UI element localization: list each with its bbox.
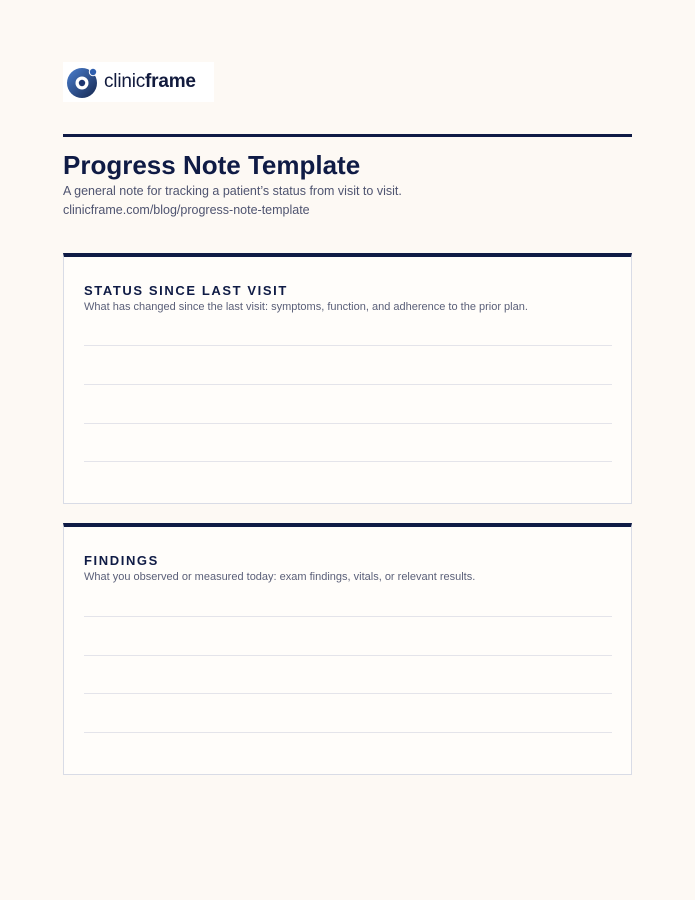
section-description: What has changed since the last visit: symptoms, function, and adherence to the prior plan. (84, 301, 528, 313)
writing-line[interactable] (84, 732, 612, 733)
logo-wordmark-light: clinic (104, 71, 146, 92)
header-divider (63, 134, 632, 137)
findings-section (63, 523, 632, 775)
writing-line[interactable] (84, 693, 612, 694)
writing-line[interactable] (84, 616, 612, 617)
logo-wordmark-bold: frame (145, 71, 196, 92)
writing-line[interactable] (84, 655, 612, 656)
page-title: Progress Note Template (63, 150, 361, 180)
writing-line[interactable] (84, 384, 612, 385)
logo-wordmark (104, 71, 196, 93)
section-description: What you observed or measured today: exam findings, vitals, or relevant results. (84, 571, 476, 583)
section-heading: FINDINGS (84, 553, 159, 568)
page-subtitle: A general note for tracking a patient’s status from visit to visit. (63, 184, 402, 198)
writing-line[interactable] (84, 345, 612, 346)
writing-line[interactable] (84, 423, 612, 424)
source-url: clinicframe.com/blog/progress-note-template (63, 203, 310, 217)
clinicframe-logo (63, 62, 214, 102)
clinicframe-logo-icon (66, 65, 100, 99)
writing-line[interactable] (84, 461, 612, 462)
section-heading: STATUS SINCE LAST VISIT (84, 283, 288, 298)
status-since-last-visit-section (63, 253, 632, 504)
